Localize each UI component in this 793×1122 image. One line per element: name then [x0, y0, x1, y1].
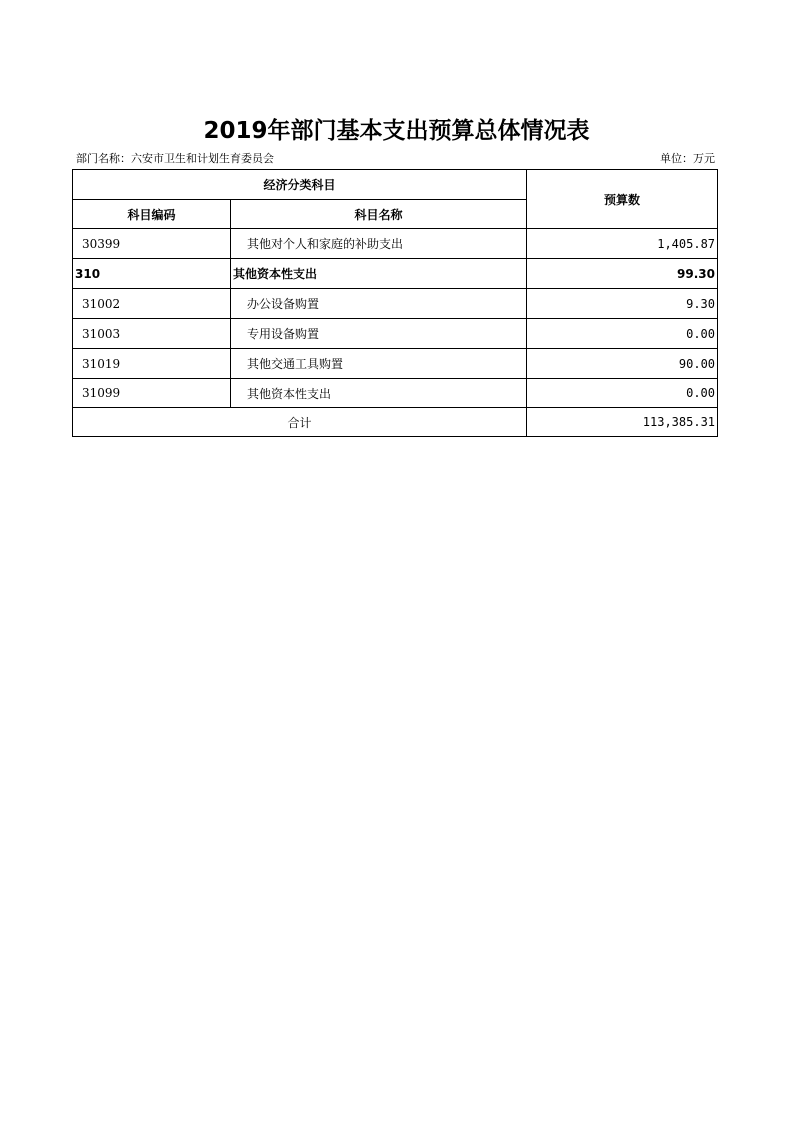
table-row: [73, 379, 718, 408]
row-value: 1,405.87: [527, 229, 718, 259]
row-name: 专用设备购置: [231, 319, 527, 349]
row-value: 9.30: [527, 289, 718, 319]
row-name: 其他交通工具购置: [231, 349, 527, 379]
row-code: 31019: [73, 349, 231, 379]
page-title: 2019年部门基本支出预算总体情况表: [203, 118, 590, 144]
total-label: 合计: [73, 408, 527, 437]
table-row: [73, 289, 718, 319]
row-code: 31099: [73, 379, 231, 408]
table-row: [73, 349, 718, 379]
row-code: 30399: [73, 229, 231, 259]
row-name: 其他资本性支出: [231, 259, 527, 289]
total-value: 113,385.31: [527, 408, 718, 437]
header-budget: 预算数: [527, 170, 718, 229]
row-name: 办公设备购置: [231, 289, 527, 319]
budget-table: [72, 169, 718, 437]
total-row: [73, 408, 718, 437]
row-code: 31002: [73, 289, 231, 319]
table-row: [73, 259, 718, 289]
row-value: 90.00: [527, 349, 718, 379]
header-economic-classification: 经济分类科目: [73, 170, 527, 200]
header-row-group: [73, 170, 718, 200]
row-value: 99.30: [527, 259, 718, 289]
row-name: 其他对个人和家庭的补助支出: [231, 229, 527, 259]
row-code: 310: [73, 259, 231, 289]
department-name: 部门名称：六安市卫生和计划生育委员会: [76, 152, 274, 165]
header-name: 科目名称: [231, 200, 527, 229]
row-value: 0.00: [527, 379, 718, 408]
row-name: 其他资本性支出: [231, 379, 527, 408]
row-code: 31003: [73, 319, 231, 349]
unit-label: 单位：万元: [660, 152, 715, 165]
table-row: [73, 229, 718, 259]
row-value: 0.00: [527, 319, 718, 349]
header-code: 科目编码: [73, 200, 231, 229]
table-row: [73, 319, 718, 349]
